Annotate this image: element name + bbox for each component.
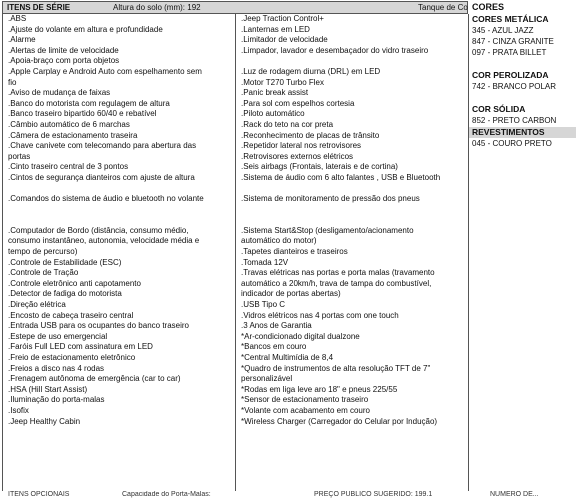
feature-item: *Bancos em couro	[241, 342, 307, 352]
feature-item: .Travas elétricas nas portas e porta malas (travamento	[241, 268, 435, 278]
feature-item: .Banco do motorista com regulagem de altura	[8, 98, 170, 108]
feature-item: .Rack do teto na cor preta	[241, 119, 334, 129]
feature-item: .Jeep Traction Control+	[241, 14, 324, 23]
feature-item: *Volante com acabamento em couro	[241, 405, 370, 415]
feature-item: .Entrada USB para os ocupantes do banco traseiro	[8, 321, 189, 331]
feature-item: .Lanternas em LED	[241, 24, 310, 34]
colors-column	[469, 1, 576, 491]
feature-item: consumo instantâneo, autonomia, velocidade média e	[8, 236, 200, 246]
features-column-1	[2, 14, 236, 491]
feature-item: .Apple Carplay e Android Auto com espelhamento sem	[8, 66, 202, 76]
feature-item: .Panic break assist	[241, 88, 309, 98]
feature-item	[236, 56, 468, 67]
footer-trunk: Capacidade do Porta-Malas:	[122, 491, 211, 498]
colors-list	[469, 14, 576, 149]
feature-item: .Câmera de estacionamento traseira	[8, 130, 138, 140]
feature-item: .Piloto automático	[241, 109, 305, 119]
feature-item	[3, 184, 235, 195]
feature-item: .Tomada 12V	[241, 257, 289, 267]
feature-item: .Seis airbags (Frontais, laterais e de cortina)	[241, 162, 398, 172]
feature-item: .3 Anos de Garantia	[241, 321, 312, 331]
feature-item: .Controle eletrônico anti capotamento	[8, 278, 141, 288]
feature-item: .Limitador de velocidade	[241, 35, 328, 45]
feature-item: .Sistema de monitoramento de pressão dos pneus	[241, 194, 420, 204]
feature-item: .Estepe de uso emergencial	[8, 331, 108, 341]
feature-item	[236, 205, 468, 216]
feature-item: .Alarme	[8, 35, 36, 45]
color-section-title: REVESTIMENTOS	[469, 127, 576, 138]
feature-item: .Aviso de mudança de faixas	[8, 88, 111, 98]
feature-item: .Controle de Estabilidade (ESC)	[8, 257, 122, 267]
feature-item: *Quadro de instrumentos de alta resolução TFT de 7"	[241, 363, 431, 373]
header-bar	[2, 1, 468, 14]
feature-item: tempo de percurso)	[8, 247, 78, 257]
feature-item: indicador de portas abertas)	[241, 289, 341, 299]
feature-item: .Controle de Tração	[8, 268, 79, 278]
feature-item	[236, 215, 468, 226]
feature-item: .Comandos do sistema de áudio e bluetooth no volante	[8, 194, 204, 204]
footer-row	[2, 491, 576, 501]
feature-item: .Faróis Full LED com assinatura em LED	[8, 342, 153, 352]
tank-capacity: Tanque de Co	[418, 3, 468, 12]
feature-item: personalizável	[241, 374, 293, 384]
feature-item: .Cintos de segurança dianteiros com ajuste de altura	[8, 172, 195, 182]
feature-item: .Luz de rodagem diurna (DRL) em LED	[241, 66, 381, 76]
color-option: 345 - AZUL JAZZ	[472, 26, 534, 35]
features-column-2	[236, 14, 469, 491]
feature-item: automático do motor)	[241, 236, 317, 246]
feature-item: *Rodas em liga leve aro 18" e pneus 225/55	[241, 384, 398, 394]
feature-item	[3, 215, 235, 226]
feature-item: .Freios a disco nas 4 rodas	[8, 363, 105, 373]
feature-item: .Direção elétrica	[8, 300, 66, 310]
feature-item: fio	[8, 77, 17, 87]
ground-clearance: Altura do solo (mm): 192	[113, 3, 201, 12]
feature-item: .Vidros elétricos nas 4 portas com one touch	[241, 310, 399, 320]
feature-item: .Apoia-braço com porta objetos	[8, 56, 120, 66]
feature-item: .ABS	[8, 14, 27, 23]
feature-item: *Ar-condicionado digital dualzone	[241, 331, 360, 341]
feature-item: .Iluminação do porta-malas	[8, 395, 105, 405]
feature-item: *Central Multimídia de 8,4	[241, 353, 334, 362]
color-option: 097 - PRATA BILLET	[472, 48, 547, 57]
feature-item: .Reconhecimento de placas de trânsito	[241, 130, 380, 140]
footer-price: PREÇO PÚBLICO SUGERIDO: 199.1	[314, 491, 433, 498]
feature-item: .Computador de Bordo (distância, consumo médio,	[8, 225, 189, 235]
color-section-title: CORES METÁLICA	[472, 14, 549, 24]
color-section-title: COR SÓLIDA	[472, 104, 526, 114]
footer-optional: ITENS OPCIONAIS	[8, 491, 70, 498]
feature-item: .Banco traseiro bipartido 60/40 e rebatível	[8, 109, 157, 119]
feature-item: .HSA (Hill Start Assist)	[8, 384, 88, 394]
feature-item: portas	[8, 151, 31, 161]
section-title: ITENS DE SÉRIE	[7, 3, 71, 12]
feature-item	[3, 205, 235, 216]
color-option: 847 - CINZA GRANITE	[472, 37, 554, 46]
feature-item: .Sistema de áudio com 6 alto falantes , USB e Bluetooth	[241, 172, 441, 182]
feature-item: .Câmbio automático de 6 marchas	[8, 119, 130, 129]
feature-item: *Sensor de estacionamento traseiro	[241, 395, 369, 405]
feature-item: .Sistema Start&Stop (desligamento/acionamento	[241, 225, 414, 235]
feature-item: .Para sol com espelhos cortesia	[241, 98, 355, 108]
feature-item: .Chave canivete com telecomando para abertura das	[8, 141, 197, 151]
feature-item: .Detector de fadiga do motorista	[8, 289, 122, 299]
feature-item: .Cinto traseiro central de 3 pontos	[8, 162, 129, 172]
feature-item	[236, 184, 468, 195]
feature-item: *Wireless Charger (Carregador do Celular por Indução)	[241, 416, 438, 426]
color-option: 045 - COURO PRETO	[472, 139, 552, 148]
color-section-title: COR PEROLIZADA	[472, 70, 549, 80]
feature-item: .Frenagem autônoma de emergência (car to car)	[8, 374, 181, 384]
feature-item: .USB Tipo C	[241, 300, 286, 310]
feature-item: .Alertas de limite de velocidade	[8, 45, 119, 55]
feature-item: .Tapetes dianteiros e traseiros	[241, 247, 348, 257]
footer-number: NÚMERO DE...	[490, 491, 539, 498]
feature-item: .Freio de estacionamento eletrônico	[8, 353, 136, 362]
feature-item: automático a 20km/h, trava de tampa do combustível,	[241, 278, 432, 288]
feature-item: .Retrovisores externos elétricos	[241, 151, 354, 161]
colors-title: CORES	[472, 2, 505, 12]
color-option: 852 - PRETO CARBON	[472, 116, 557, 125]
feature-item: .Limpador, lavador e desembaçador do vidro traseiro	[241, 45, 429, 55]
feature-item: .Motor T270 Turbo Flex	[241, 77, 324, 87]
feature-item: .Isofix	[8, 405, 29, 415]
feature-item: .Repetidor lateral nos retrovisores	[241, 141, 362, 151]
feature-item: .Ajuste do volante em altura e profundidade	[8, 24, 163, 34]
feature-item: .Encosto de cabeça traseiro central	[8, 310, 134, 320]
feature-item: .Jeep Healthy Cabin	[8, 416, 81, 426]
color-option: 742 - BRANCO POLAR	[472, 82, 557, 91]
